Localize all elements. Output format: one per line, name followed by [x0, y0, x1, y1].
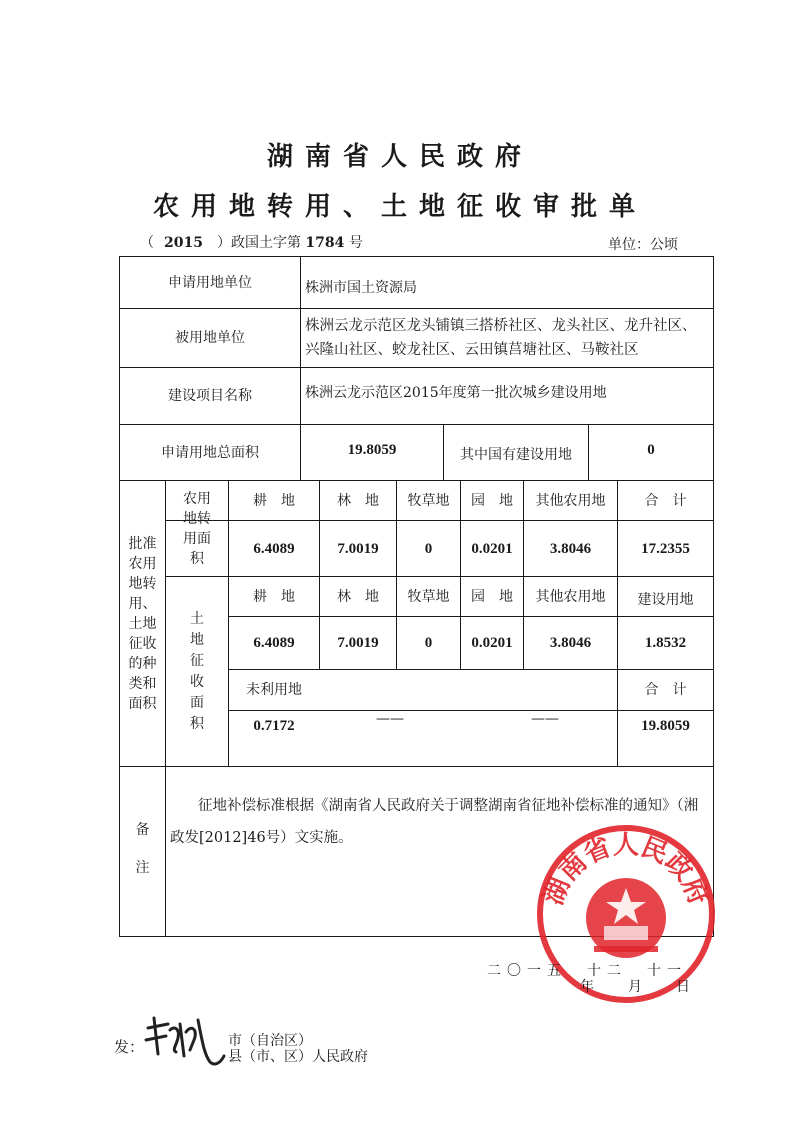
conv-header-other: 其他农用地: [535, 492, 606, 509]
conv-value-garden: 0.0201: [471, 540, 513, 557]
levy-value-other: 3.8046: [549, 635, 592, 651]
applicant-value: 株洲市国土资源局: [305, 280, 417, 296]
gov-line-1: 市（自治区）: [228, 1033, 312, 1049]
conv-value-cultivated: 6.4089: [253, 540, 295, 557]
grand-total-label: 合 计: [644, 682, 687, 698]
conv-value-forest: 7.0019: [337, 540, 379, 557]
remarks-text: 征地补偿标准根据《湖南省人民政府关于调整湖南省征地补偿标准的通知》（湘政发[2012]46号）文实施。: [170, 798, 699, 846]
conv-value-pasture: 0: [424, 540, 433, 557]
gov-line-2: 县（市、区）人民政府: [228, 1049, 368, 1065]
docno-open: （: [140, 235, 154, 251]
approval-side-label: 批准农用地转用、土地征收的种类和面积: [128, 535, 157, 712]
unused-dash-2: ——: [531, 711, 559, 727]
unused-land-label: 未利用地: [246, 682, 302, 698]
remarks-label-2: 注: [135, 860, 150, 876]
levy-value-construction: 1.8532: [644, 635, 687, 651]
conv-header-cultivated: 耕 地: [253, 492, 295, 509]
levy-header-garden: 园 地: [471, 588, 513, 605]
conv-header-pasture: 牧草地: [407, 492, 450, 509]
levy-value-cultivated: 6.4089: [253, 635, 295, 651]
grand-total-value: 19.8059: [641, 718, 690, 734]
document-title: 湖南省人民政府: [266, 142, 533, 172]
conv-header-garden: 园 地: [471, 492, 513, 509]
issue-date: 二〇一五 十二 十一: [487, 963, 687, 979]
state-land-value: 0: [647, 442, 655, 458]
unit-label: 单位：公顷: [608, 237, 678, 253]
levy-header-forest: 林 地: [337, 588, 379, 605]
seal-text: 湖南省人民政府: [538, 830, 714, 909]
docno-number: 1784: [305, 235, 345, 251]
conv-header-forest: 林 地: [337, 492, 379, 509]
conv-value-other: 3.8046: [549, 540, 592, 557]
conversion-label: 农用地转用面积: [183, 490, 211, 567]
send-label: 发：: [114, 1038, 145, 1056]
levy-header-other: 其他农用地: [535, 588, 606, 605]
issue-date-units: 年 月 日: [580, 979, 692, 995]
approval-side-cell: [120, 481, 165, 766]
levy-header-cultivated: 耕 地: [253, 588, 295, 605]
levy-header-pasture: 牧草地: [407, 588, 450, 605]
used-unit-value: 株洲云龙示范区龙头铺镇三搭桥社区、龙头社区、龙升社区、兴隆山社区、蛟龙社区、云田镇莒塘社区、马鞍社区: [305, 318, 697, 358]
conversion-label-cell: [166, 481, 228, 576]
conv-value-total: 17.2355: [641, 540, 690, 557]
levy-header-construction: 建设用地: [637, 591, 694, 608]
total-area-label: 申请用地总面积: [161, 444, 259, 461]
unused-land-value: 0.7172: [253, 718, 295, 734]
project-value: 株洲云龙示范区2015年度第一批次城乡建设用地: [305, 385, 607, 401]
unused-dash-1: ——: [376, 711, 404, 727]
applicant-label: 申请用地单位: [168, 274, 252, 291]
document-number: [140, 232, 363, 252]
conv-header-total: 合 计: [644, 492, 687, 509]
total-area-value: 19.8059: [347, 442, 397, 458]
used-unit-label: 被用地单位: [175, 330, 245, 346]
document-subtitle: 农用地转用、土地征收审批单: [152, 192, 647, 222]
docno-suffix: 号: [348, 235, 363, 251]
levy-value-pasture: 0: [424, 635, 433, 651]
docno-mid: ）政国土字第: [216, 235, 301, 251]
project-label: 建设项目名称: [168, 388, 252, 404]
levy-label-cell: [166, 577, 228, 766]
docno-year: 2015: [164, 235, 203, 251]
remarks-label-1: 备: [135, 822, 150, 838]
handwritten-signature: [140, 1010, 230, 1070]
levy-value-garden: 0.0201: [471, 635, 513, 651]
levy-label: 土地征收面积: [190, 610, 204, 732]
state-land-label: 其中国有建设用地: [460, 447, 572, 463]
levy-value-forest: 7.0019: [337, 635, 379, 651]
